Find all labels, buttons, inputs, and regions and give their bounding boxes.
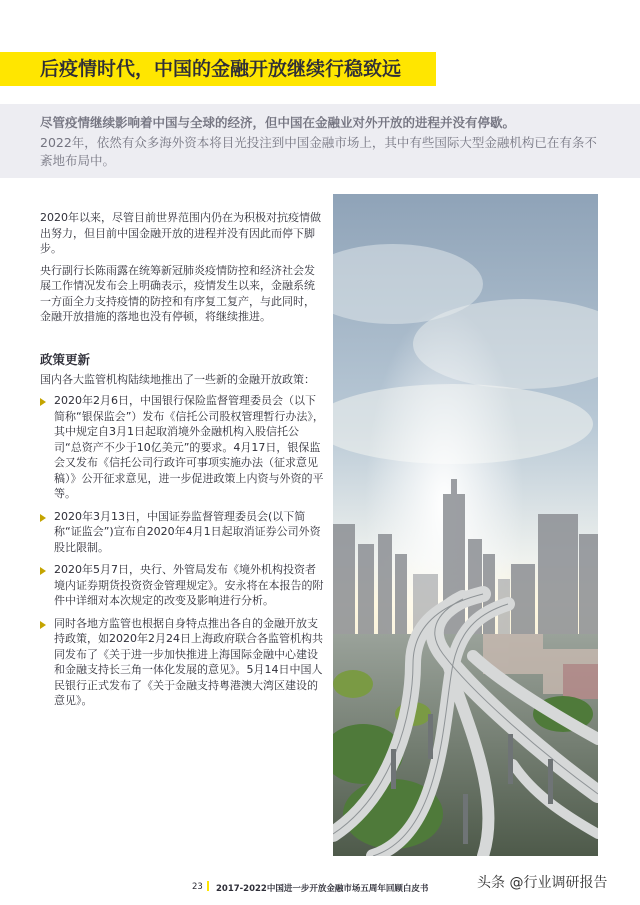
page-number: 23 <box>192 882 203 892</box>
lead-line-1: 尽管疫情继续影响着中国与全球的经济，但中国在金融业对外开放的进程并没有停歇。 <box>40 115 516 130</box>
list-item-text: 2020年3月13日，中国证券监督管理委员会(以下简称“证监会”)宣布自2020年4月1日起取消证券公司外资股比限制。 <box>54 509 321 554</box>
body-paragraph-2: 央行副行长陈雨露在统筹新冠肺炎疫情防控和经济社会发展工作情况发布会上明确表示，疫情发生以来，金融系统一方面全力支持疫情的防控和有序复工复产，与此同时，金融开放措施的落地也没有停顿，将继续推进。 <box>40 263 315 323</box>
list-item <box>40 393 324 502</box>
footer-divider <box>207 881 209 891</box>
page-title: 后疫情时代，中国的金融开放继续行稳致远 <box>40 58 402 80</box>
lead-line-2: 2022年，依然有众多海外资本将目光投注到中国金融市场上，其中有些国际大型金融机构已在有条不紊地布局中。 <box>40 135 597 168</box>
list-item-text: 同时各地方监管也根据自身特点推出各自的金融开放支持政策，如2020年2月24日上海政府联合各监管机构共同发布了《关于进一步加快推进上海国际金融中心建设和金融支持长三角一体化发展的意见》。5月14日中国人民银行正式发布了《关于金融支持粤港澳大湾区建设的意见》。 <box>54 616 323 707</box>
footer-title: 2017-2022中国进一步开放金融市场五周年回顾白皮书 <box>216 884 429 894</box>
section-heading: 政策更新 <box>40 351 91 367</box>
watermark: 头条 @行业调研报告 <box>477 875 608 891</box>
city-highway-photo <box>333 194 598 856</box>
list-item <box>40 509 324 556</box>
bullet-arrow-icon <box>40 398 46 406</box>
section-intro: 国内各大监管机构陆续地推出了一些新的金融开放政策： <box>40 372 315 386</box>
bullet-arrow-icon <box>40 567 46 575</box>
body-column <box>40 210 324 716</box>
lead-box <box>0 104 640 178</box>
list-item-text: 2020年2月6日，中国银行保险监督管理委员会（以下简称“银保监会”）发布《信托公司股权管理暂行办法》，其中规定自3月1日起取消境外金融机构入股信托公司“总资产不少于10亿美元”的要求。4月17日，银保监会又发布《信托公司行政许可事项实施办法（征求意见稿）》公开征求意见，进一步促进政策上内资与外资的平等。 <box>54 394 324 500</box>
list-item <box>40 616 324 709</box>
policy-list <box>40 393 324 709</box>
body-paragraph-1: 2020年以来，尽管目前世界范围内仍在为积极对抗疫情做出努力，但目前中国金融开放的进程并没有因此而停下脚步。 <box>40 211 321 255</box>
bullet-arrow-icon <box>40 621 46 629</box>
list-item-text: 2020年5月7日，央行、外管局发布《境外机构投资者境内证券期货投资资金管理规定》。安永将在本报告的附件中详细对本次规定的改变及影响进行分析。 <box>54 563 324 607</box>
bullet-arrow-icon <box>40 514 46 522</box>
list-item <box>40 562 324 609</box>
title-bar <box>0 52 436 86</box>
